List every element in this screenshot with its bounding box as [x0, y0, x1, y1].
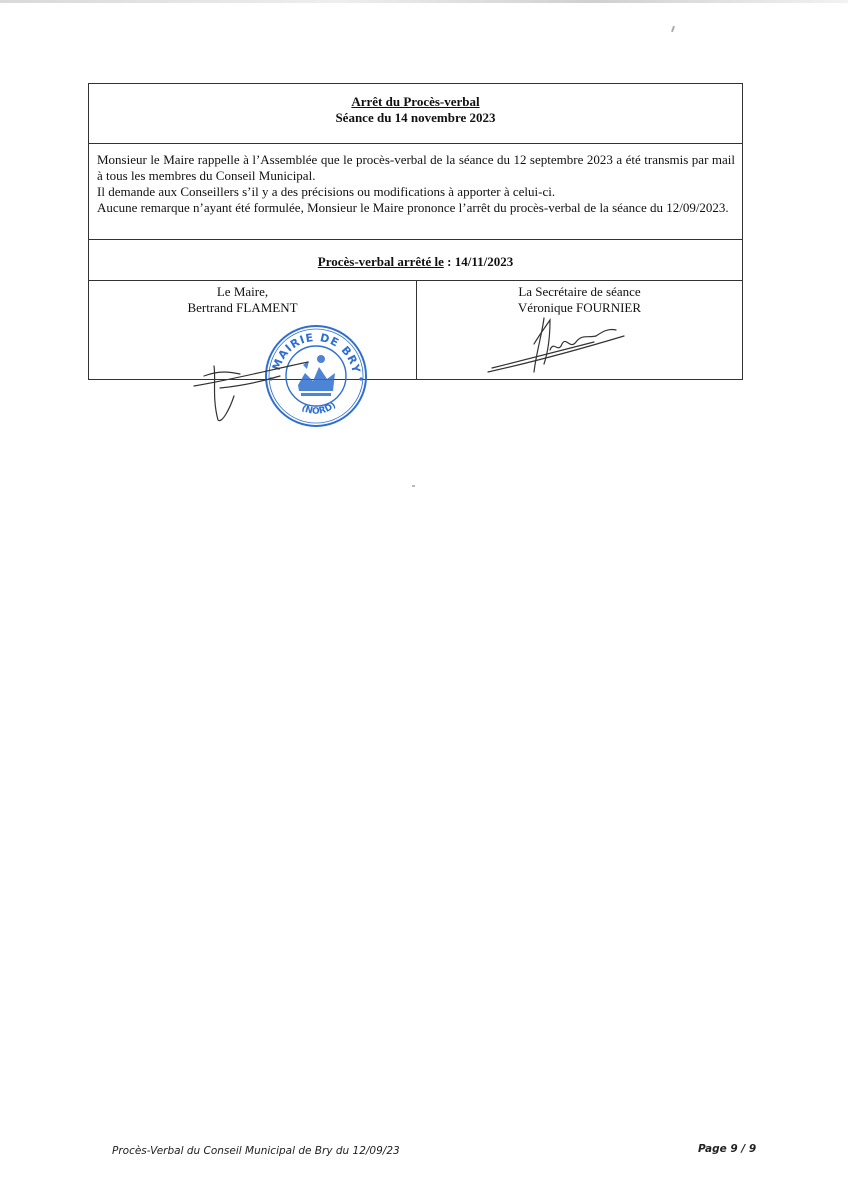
maire-name: Bertrand FLAMENT [187, 300, 298, 315]
scan-speck [671, 26, 675, 32]
secretaire-signature-drawing [484, 314, 634, 378]
footer-document-title: Procès-Verbal du Conseil Municipal de Bry du 12/09/23 [112, 1145, 400, 1157]
footer-page-number: Page 9 / 9 [698, 1143, 757, 1155]
body-paragraph: Aucune remarque n’ayant été formulée, Monsieur le Maire prononce l’arrêt du procès-verbal de la séance du 12/09/2023. [97, 200, 729, 215]
session-date: Séance du 14 novembre 2023 [335, 110, 496, 125]
arrete-date: 14/11/2023 [454, 254, 514, 269]
scan-speck [412, 485, 415, 487]
body-paragraph: Il demande aux Conseillers s’il y a des précisions ou modifications à apporter à celui-ci. [97, 184, 556, 199]
secretaire-role: La Secrétaire de séance [518, 284, 641, 299]
document-title: Arrêt du Procès-verbal [351, 94, 480, 109]
scan-top-edge [0, 0, 848, 3]
proces-verbal-table [88, 83, 743, 380]
stamp-top-text: MAIRIE DE BRY [269, 330, 363, 375]
arrete-row [89, 240, 742, 281]
maire-role: Le Maire, [216, 284, 269, 299]
table-header [89, 84, 742, 144]
signature-row [89, 281, 742, 379]
arrete-label: Procès-verbal arrêté le [317, 254, 444, 269]
stamp-bottom-text: (NORD) [299, 400, 339, 417]
arrete-separator: : [443, 254, 455, 269]
table-body [89, 144, 742, 240]
body-paragraph: Monsieur le Maire rappelle à l’Assemblée que le procès-verbal de la séance du 12 septembre 2023 a été transmis par mail à tous les membres du Conseil Municipal. [97, 152, 735, 183]
maire-signature-drawing [190, 358, 310, 428]
secretaire-name: Véronique FOURNIER [517, 300, 642, 315]
